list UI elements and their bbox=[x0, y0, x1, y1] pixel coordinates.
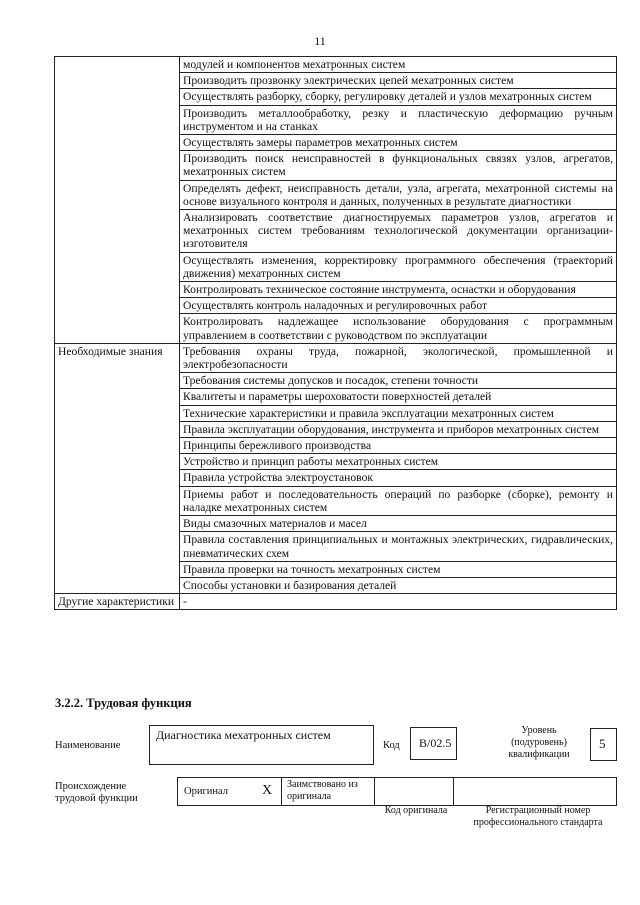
table-row bbox=[55, 343, 617, 372]
table-cell: Контролировать надлежащее использование оборудования с программным управлением в соответствии с руководством по эксплуатации bbox=[180, 314, 617, 343]
code-value: B/02.5 bbox=[419, 736, 452, 750]
name-label: Наименование bbox=[55, 740, 121, 751]
table-row bbox=[55, 594, 617, 610]
table-cell: Требования охраны труда, пожарной, экологической, промышленной и электробезопасности bbox=[180, 343, 617, 372]
table-cell: Контролировать техническое состояние инструмента, оснастки и оборудования bbox=[180, 282, 617, 298]
table-cell: Осуществлять замеры параметров мехатронных систем bbox=[180, 135, 617, 151]
level-field bbox=[590, 728, 617, 761]
table-cell: Приемы работ и последовательность операций по разборке (сборке), ремонту и наладке мехатронных систем bbox=[180, 486, 617, 515]
table-cell: Анализировать соответствие диагностируемых параметров узлов, агрегатов и мехатронных систем требованиям технологической документации организации-изготовителя bbox=[180, 210, 617, 253]
table-cell: Правила составления принципиальных и монтажных электрических, гидравлических, пневматических схем bbox=[180, 532, 617, 561]
table-cell: Определять дефект, неисправность детали, узла, агрегата, мехатронной системы на основе визуального контроля и данных, полученных в результате диагностики bbox=[180, 180, 617, 209]
table-row bbox=[55, 57, 617, 73]
table-cell: Принципы бережливого производства bbox=[180, 438, 617, 454]
code-field bbox=[410, 727, 457, 760]
page-number: 11 bbox=[314, 34, 326, 48]
table-cell: Осуществлять разборку, сборку, регулировку деталей и узлов мехатронных систем bbox=[180, 89, 617, 105]
table-cell: Производить поиск неисправностей в функциональных связях узлов, агрегатов, мехатронных систем bbox=[180, 151, 617, 180]
table-cell: Квалитеты и параметры шероховатости поверхностей деталей bbox=[180, 389, 617, 405]
function-name-field bbox=[149, 725, 374, 765]
table-cell: Требования системы допусков и посадок, степени точности bbox=[180, 373, 617, 389]
table-cell: Способы установки и базирования деталей bbox=[180, 577, 617, 593]
borrowed-label: Заимствовано из оригинала bbox=[287, 779, 358, 802]
table-cell: модулей и компонентов мехатронных систем bbox=[180, 57, 617, 73]
row-category-label: Другие характеристики bbox=[55, 594, 180, 610]
table-cell: Правила проверки на точность мехатронных систем bbox=[180, 561, 617, 577]
table-cell: Осуществлять контроль наладочных и регулировочных работ bbox=[180, 298, 617, 314]
code-label: Код bbox=[383, 740, 400, 751]
level-label: Уровень (подуровень) квалификации bbox=[508, 725, 570, 760]
origin-grid bbox=[177, 777, 617, 806]
table-cell: Производить металлообработку, резку и пластическую деформацию ручным инструментом и на станках bbox=[180, 105, 617, 134]
grid-divider bbox=[374, 777, 375, 806]
level-value: 5 bbox=[599, 736, 606, 751]
section-title: 3.2.2. Трудовая функция bbox=[55, 696, 192, 710]
table-cell: Устройство и принцип работы мехатронных систем bbox=[180, 454, 617, 470]
table-cell: - bbox=[180, 594, 617, 610]
original-code-caption: Код оригинала bbox=[384, 805, 448, 816]
function-name-value: Диагностика мехатронных систем bbox=[156, 728, 331, 742]
original-label: Оригинал bbox=[184, 786, 228, 797]
table-cell: Технические характеристики и правила эксплуатации мехатронных систем bbox=[180, 405, 617, 421]
reg-number-caption: Регистрационный номер профессионального стандарта bbox=[473, 805, 603, 828]
table-cell: Правила устройства электроустановок bbox=[180, 470, 617, 486]
row-category-label: Необходимые знания bbox=[55, 343, 180, 593]
table-cell: Виды смазочных материалов и масел bbox=[180, 516, 617, 532]
table-cell: Правила эксплуатации оборудования, инструмента и приборов мехатронных систем bbox=[180, 421, 617, 437]
grid-divider bbox=[453, 777, 454, 806]
table-cell: Производить прозвонку электрических цепей мехатронных систем bbox=[180, 73, 617, 89]
original-mark: X bbox=[262, 783, 273, 798]
origin-label: Происхождение трудовой функции bbox=[55, 781, 138, 804]
grid-divider bbox=[281, 777, 282, 806]
row-category-label bbox=[55, 57, 180, 344]
skills-knowledge-table bbox=[54, 56, 617, 610]
table-cell: Осуществлять изменения, корректировку программного обеспечения (траекторий движения) мехатронных систем bbox=[180, 252, 617, 281]
